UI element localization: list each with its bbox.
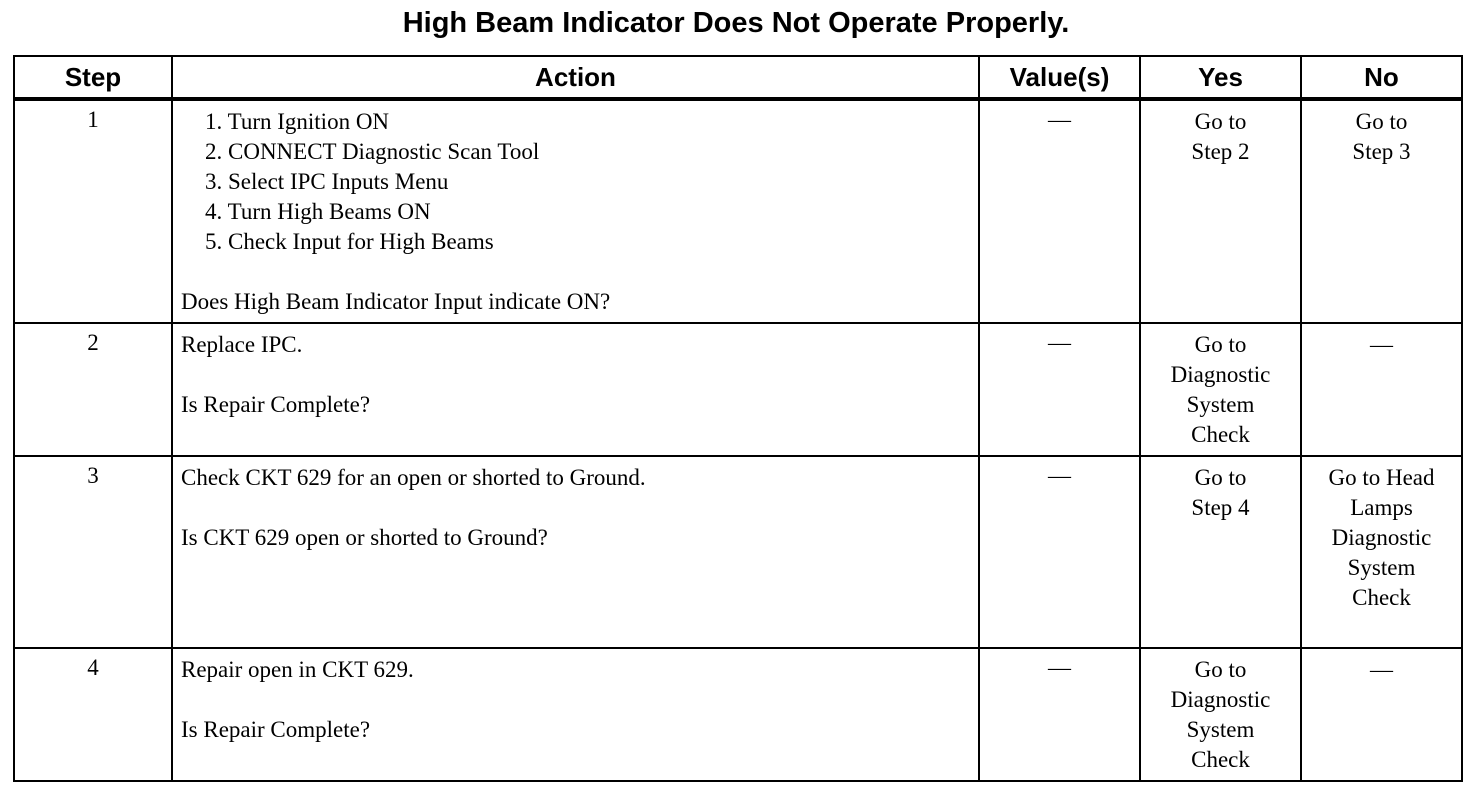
diagnostic-table xyxy=(13,55,1463,782)
header-step: Step xyxy=(14,56,172,99)
value-cell: — xyxy=(979,648,1140,781)
no-cell xyxy=(1301,99,1462,323)
header-yes: Yes xyxy=(1140,56,1301,99)
action-step: 3. Select IPC Inputs Menu xyxy=(205,169,449,194)
yes-cell xyxy=(1140,648,1301,781)
page-title: High Beam Indicator Does Not Operate Properly. xyxy=(402,7,1070,39)
yes-line: System xyxy=(1186,717,1255,742)
action-steps xyxy=(181,107,970,257)
yes-line: Diagnostic xyxy=(1170,687,1271,712)
table-row xyxy=(14,99,1462,323)
step-number: 1 xyxy=(14,99,172,323)
step-number: 4 xyxy=(14,648,172,781)
no-cell xyxy=(1301,456,1462,648)
header-row xyxy=(14,56,1462,99)
no-cell xyxy=(1301,648,1462,781)
yes-line: Step 2 xyxy=(1191,139,1250,164)
yes-line: Check xyxy=(1191,422,1250,447)
action-text: Replace IPC. xyxy=(181,332,303,357)
yes-line: Go to xyxy=(1194,657,1247,682)
no-line: Diagnostic xyxy=(1331,525,1432,550)
yes-cell xyxy=(1140,456,1301,648)
table-row xyxy=(14,648,1462,781)
no-cell xyxy=(1301,323,1462,456)
action-question: Is Repair Complete? xyxy=(181,717,371,742)
no-line: Lamps xyxy=(1350,495,1413,520)
action-step: 4. Turn High Beams ON xyxy=(205,199,431,224)
no-line: Go to xyxy=(1355,109,1408,134)
header-no: No xyxy=(1301,56,1462,99)
action-text: Repair open in CKT 629. xyxy=(181,657,414,682)
action-text: Check CKT 629 for an open or shorted to Ground. xyxy=(181,465,646,490)
no-line: — xyxy=(1370,657,1393,682)
action-question: Is CKT 629 open or shorted to Ground? xyxy=(181,525,548,550)
action-step: 1. Turn Ignition ON xyxy=(205,109,390,134)
action-cell xyxy=(172,456,979,648)
action-step: 2. CONNECT Diagnostic Scan Tool xyxy=(205,139,540,164)
yes-cell xyxy=(1140,323,1301,456)
header-values: Value(s) xyxy=(979,56,1140,99)
action-cell xyxy=(172,323,979,456)
no-line: — xyxy=(1370,332,1393,357)
action-cell xyxy=(172,648,979,781)
yes-line: System xyxy=(1186,392,1255,417)
step-number: 3 xyxy=(14,456,172,648)
yes-line: Go to xyxy=(1194,109,1247,134)
yes-cell xyxy=(1140,99,1301,323)
no-line: Check xyxy=(1352,585,1411,610)
value-cell: — xyxy=(979,456,1140,648)
action-cell xyxy=(172,99,979,323)
header-action: Action xyxy=(172,56,979,99)
table-row xyxy=(14,323,1462,456)
no-line: Go to Head xyxy=(1328,465,1435,490)
yes-line: Diagnostic xyxy=(1170,362,1271,387)
value-cell: — xyxy=(979,323,1140,456)
action-step: 5. Check Input for High Beams xyxy=(205,229,494,254)
no-line: System xyxy=(1347,555,1416,580)
step-number: 2 xyxy=(14,323,172,456)
value-cell: — xyxy=(979,99,1140,323)
no-line: Step 3 xyxy=(1352,139,1411,164)
action-question: Is Repair Complete? xyxy=(181,392,371,417)
table-row xyxy=(14,456,1462,648)
action-question: Does High Beam Indicator Input indicate ON? xyxy=(181,289,611,314)
yes-line: Go to xyxy=(1194,332,1247,357)
yes-line: Go to xyxy=(1194,465,1247,490)
yes-line: Check xyxy=(1191,747,1250,772)
yes-line: Step 4 xyxy=(1191,495,1250,520)
